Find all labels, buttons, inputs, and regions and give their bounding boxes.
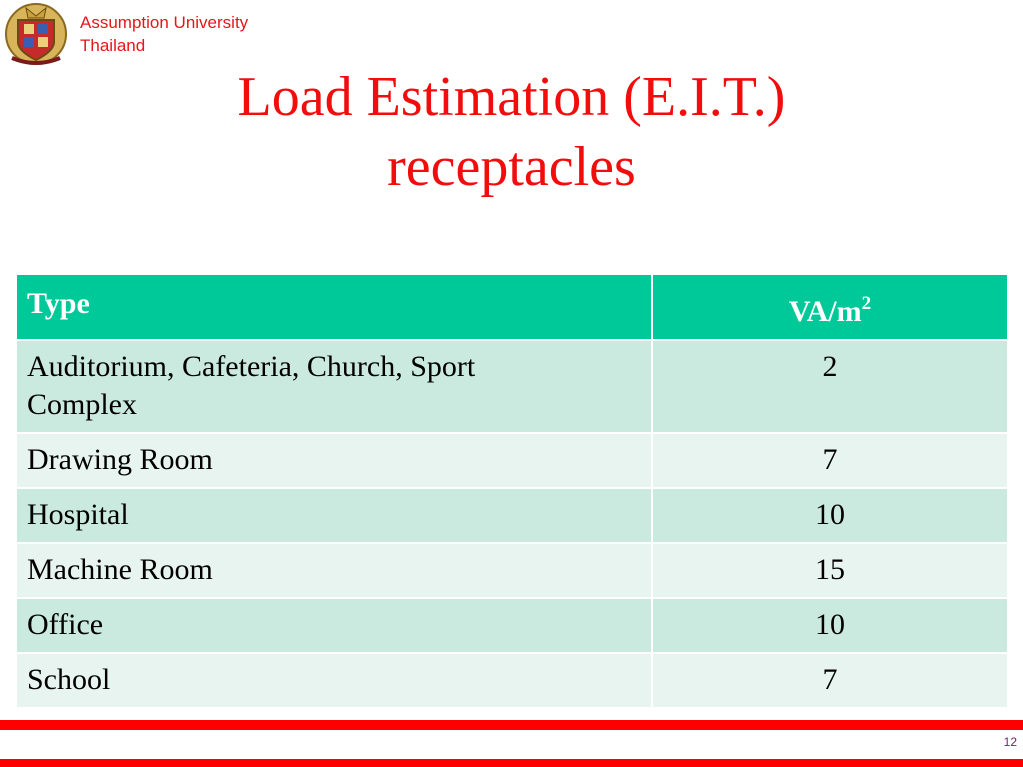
slide-title-line1: Load Estimation (E.I.T.) xyxy=(237,66,786,128)
university-name-line1: Assumption University xyxy=(80,13,249,32)
load-table xyxy=(15,273,1009,709)
footer-divider-thin xyxy=(0,759,1023,767)
cell-type xyxy=(16,340,652,433)
cell-type: School xyxy=(16,653,652,708)
cell-value: 7 xyxy=(652,653,1008,708)
table-row xyxy=(16,433,1008,488)
cell-value: 2 xyxy=(652,340,1008,433)
table-row xyxy=(16,488,1008,543)
cell-type: Hospital xyxy=(16,488,652,543)
cell-value: 10 xyxy=(652,598,1008,653)
slide-title xyxy=(0,62,1023,202)
header-va-per-m2 xyxy=(652,274,1008,340)
cell-type: Machine Room xyxy=(16,543,652,598)
slide-title-line2: receptacles xyxy=(387,136,636,198)
table-row xyxy=(16,340,1008,433)
university-name xyxy=(80,11,248,57)
header-va-per-m2-text: VA/m xyxy=(788,295,862,328)
header-type: Type xyxy=(16,274,652,340)
cell-value: 7 xyxy=(652,433,1008,488)
header-superscript: 2 xyxy=(861,293,872,314)
cell-type: Drawing Room xyxy=(16,433,652,488)
university-crest-icon xyxy=(4,2,68,66)
table-row xyxy=(16,653,1008,708)
cell-value: 10 xyxy=(652,488,1008,543)
cell-type: Office xyxy=(16,598,652,653)
cell-type-line1: Auditorium, Cafeteria, Church, Sport xyxy=(27,350,476,383)
university-name-line2: Thailand xyxy=(80,36,146,55)
table-row xyxy=(16,598,1008,653)
page-number: 12 xyxy=(1003,735,1017,749)
cell-type-line2: Complex xyxy=(27,388,137,421)
footer-divider-thick xyxy=(0,720,1023,730)
cell-value: 15 xyxy=(652,543,1008,598)
table-header-row xyxy=(16,274,1008,340)
table-row xyxy=(16,543,1008,598)
